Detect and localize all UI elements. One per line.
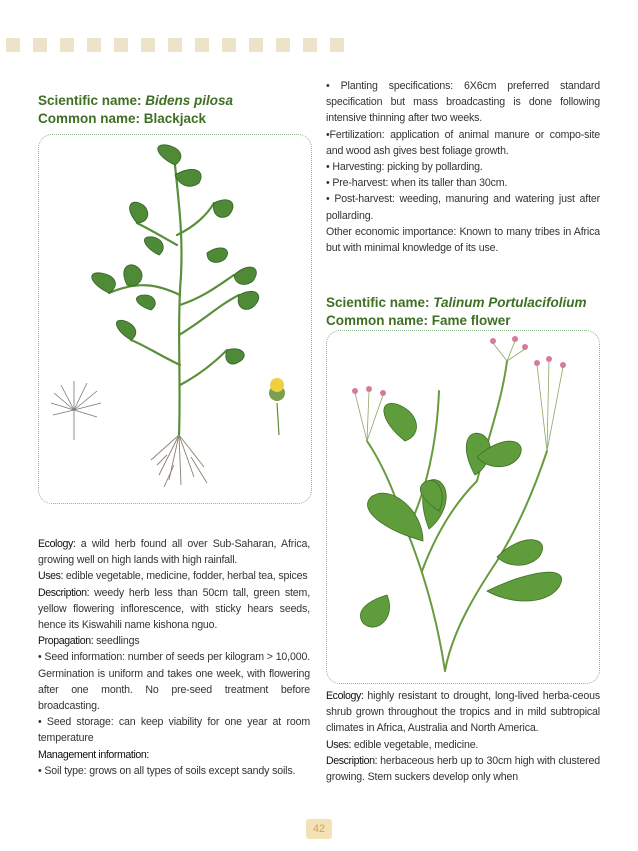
decor-square [168,38,182,52]
plant1-management-continued [326,78,600,256]
decor-square [60,38,74,52]
plant1-scientific-name: Scientific name: Bidens pilosa [38,93,234,108]
decor-square [141,38,155,52]
decor-square [114,38,128,52]
decor-square [33,38,47,52]
propagation-paragraph: Propagation: seedlings [38,635,140,648]
uses-paragraph: Uses: edible vegetable, medicine. [326,738,479,751]
other-importance-paragraph: Other economic importance: Known to many tribes in Africa but with minimal knowledge of its use. [326,225,600,255]
soil-type-paragraph: • Soil type: grows on all types of soils except sandy soils. [38,764,296,777]
decor-square [249,38,263,52]
decor-square [276,38,290,52]
plant2-title [326,294,587,330]
talinum-drawing [327,331,599,683]
plant2-description-column [326,688,600,785]
fertilization-paragraph: •Fertilization: application of animal manure or compo-site and wood ash gives best foliage growth. [326,128,600,157]
planting-paragraph: • Planting specifications: 6X6cm preferred standard specification but mass broadcasting is done following intensive thinning after two weeks. [326,80,600,125]
bidens-pilosa-illustration [38,134,312,504]
description-paragraph: Description: herbaceous herb up to 30cm high with clustered growing. Stem suckers develop only when [326,754,600,784]
ecology-paragraph: Ecology: a wild herb found all over Sub-Saharan, Africa, growing well on high lands with high rainfall. [38,538,310,567]
ecology-paragraph: Ecology: highly resistant to drought, long-lived herba-ceous shrub grown throughout the tropics and in mild subtropical climates in Africa, Australia and North America. [326,690,600,735]
description-paragraph: Description: weedy herb less than 50cm tall, green stem, yellow flowering inflorescence, with sticky hears seeds, hence its Kiswahili name kishona nguo. [38,586,310,632]
decor-square [6,38,20,52]
bidens-pilosa-drawing [39,135,311,503]
decor-square [87,38,101,52]
plant1-common-name: Common name: Blackjack [38,111,207,126]
plant1-description-column [38,536,310,779]
harvesting-paragraph: • Harvesting: picking by pollarding. [326,161,483,174]
pre-harvest-paragraph: • Pre-harvest: when its taller than 30cm. [326,177,508,190]
plant2-common-name: Common name: Fame flower [326,313,511,328]
uses-paragraph: Uses: edible vegetable, medicine, fodder, herbal tea, spices [38,570,308,583]
post-harvest-paragraph: • Post-harvest: weeding, manuring and watering just after pollarding. [326,193,600,222]
pink-flowers [352,336,566,396]
seed-head [51,381,101,440]
decor-square [303,38,317,52]
management-heading: Management information: [38,748,149,761]
decor-square [330,38,344,52]
talinum-illustration [326,330,600,684]
seed-storage-paragraph: • Seed storage: can keep viability for one year at room temperature [38,716,310,745]
plant1-title [38,92,233,128]
seed-info-paragraph: • Seed information: number of seeds per kilogram > 10,000. Germination is uniform and takes one week, with flowering after one month. No pre-seed treatment before broadcasting. [38,651,310,713]
plant2-scientific-name: Scientific name: Talinum Portulacifolium [326,295,587,310]
page-number: 42 [306,819,332,839]
decorative-header-squares [6,38,344,52]
yellow-flower [269,378,285,435]
decor-square [222,38,236,52]
decor-square [195,38,209,52]
